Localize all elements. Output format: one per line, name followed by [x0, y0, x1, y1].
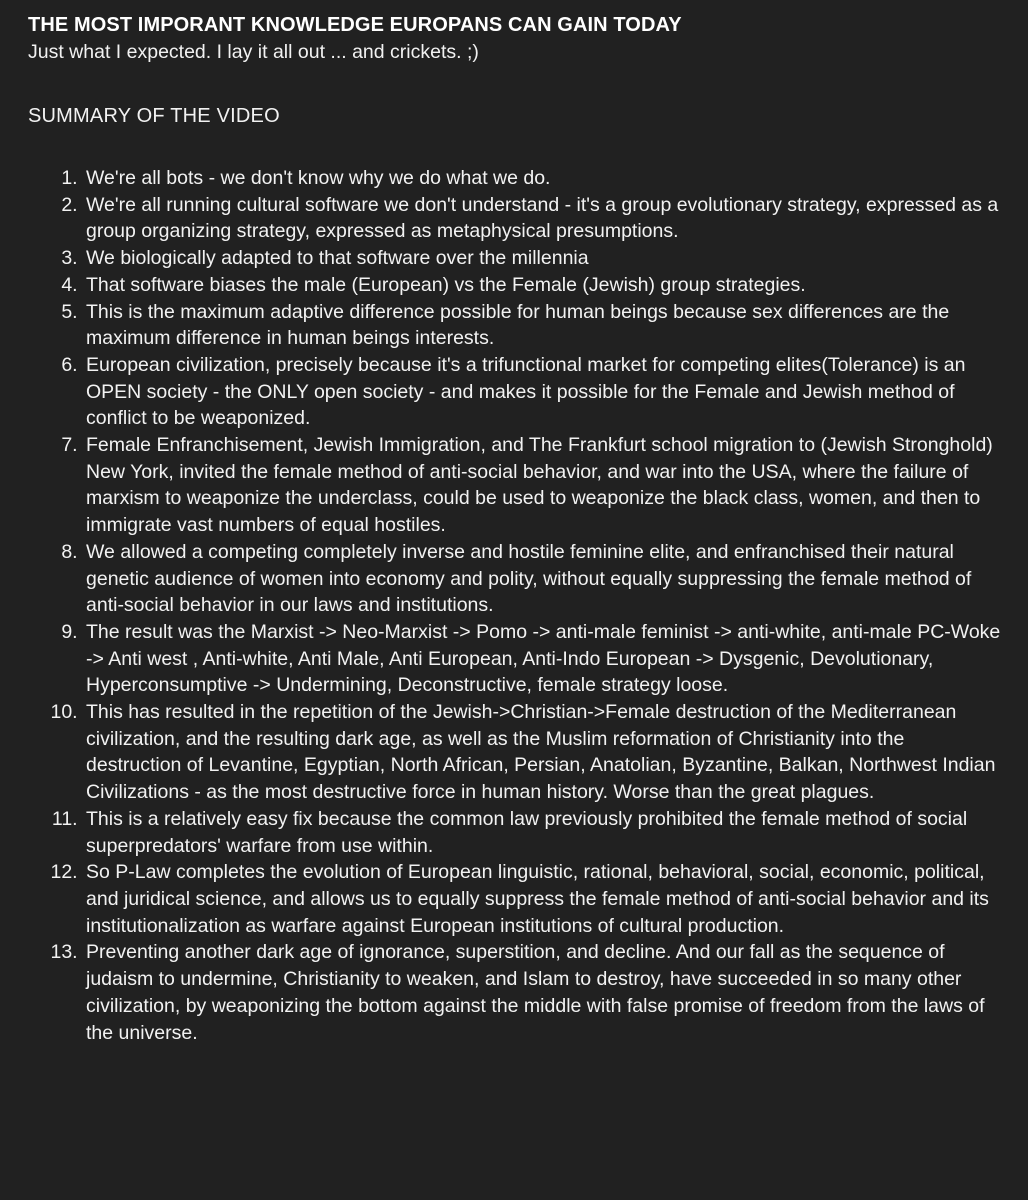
post-subtitle: Just what I expected. I lay it all out ... and crickets. ;) [28, 41, 479, 63]
list-item: 6. European civilization, precisely because it's a trifunctional market for competing elites(Tolerance) is an OPEN society - the ONLY open society - and makes it possible for the Female and Jewish method of conflict to be weaponized. [83, 352, 1002, 432]
summary-list [28, 165, 1002, 1046]
list-item: 4. That software biases the male (European) vs the Female (Jewish) group strategies. [83, 272, 1002, 299]
list-item: 8. We allowed a competing completely inverse and hostile feminine elite, and enfranchised their natural genetic audience of women into economy and polity, without equally suppressing the female method of anti-social behavior in our laws and institutions. [83, 539, 1002, 619]
list-item: 1. We're all bots - we don't know why we do what we do. [83, 165, 1002, 192]
list-item: 10. This has resulted in the repetition of the Jewish->Christian->Female destruction of the Mediterranean civilization, and the resulting dark age, as well as the Muslim reformation of Christianity into the destruction of Levantine, Egyptian, North African, Persian, Anatolian, Byzantine, Balkan, Northwest Indian Civilizations - as the most destructive force in human history. Worse than the great plagues. [83, 699, 1002, 806]
list-item: 11. This is a relatively easy fix because the common law previously prohibited the female method of social superpredators' warfare from use within. [83, 806, 1002, 859]
list-item: 12. So P-Law completes the evolution of European linguistic, rational, behavioral, social, economic, political, and juridical science, and allows us to equally suppress the female method of anti-social behavior and its institutionalization as warfare against European institutions of cultural production. [83, 859, 1002, 939]
list-item: 3. We biologically adapted to that software over the millennia [83, 245, 1002, 272]
list-item: 5. This is the maximum adaptive difference possible for human beings because sex differences are the maximum difference in human beings interests. [83, 299, 1002, 352]
list-item: 9. The result was the Marxist -> Neo-Marxist -> Pomo -> anti-male feminist -> anti-white, anti-male PC-Woke -> Anti west , Anti-white, Anti Male, Anti European, Anti-Indo European -> Dysgenic, Devolutionary, Hyperconsumptive -> Undermining, Deconstructive, female strategy loose. [83, 619, 1002, 699]
section-heading: SUMMARY OF THE VIDEO [28, 105, 280, 127]
list-item: 2. We're all running cultural software we don't understand - it's a group evolutionary strategy, expressed as a group organizing strategy, expressed as metaphysical presumptions. [83, 192, 1002, 245]
post-title: THE MOST IMPORANT KNOWLEDGE EUROPANS CAN GAIN TODAY [28, 14, 682, 36]
list-item: 13. Preventing another dark age of ignorance, superstition, and decline. And our fall as the sequence of judaism to undermine, Christianity to weaken, and Islam to destroy, have succeeded in so many other civilization, by weaponizing the bottom against the middle with false promise of freedom from the laws of the universe. [83, 939, 1002, 1046]
list-item: 7. Female Enfranchisement, Jewish Immigration, and The Frankfurt school migration to (Jewish Stronghold) New York, invited the female method of anti-social behavior, and war into the USA, where the failure of marxism to weaponize the underclass, could be used to weaponize the black class, women, and then to immigrate vast numbers of equal hostiles. [83, 432, 1002, 539]
